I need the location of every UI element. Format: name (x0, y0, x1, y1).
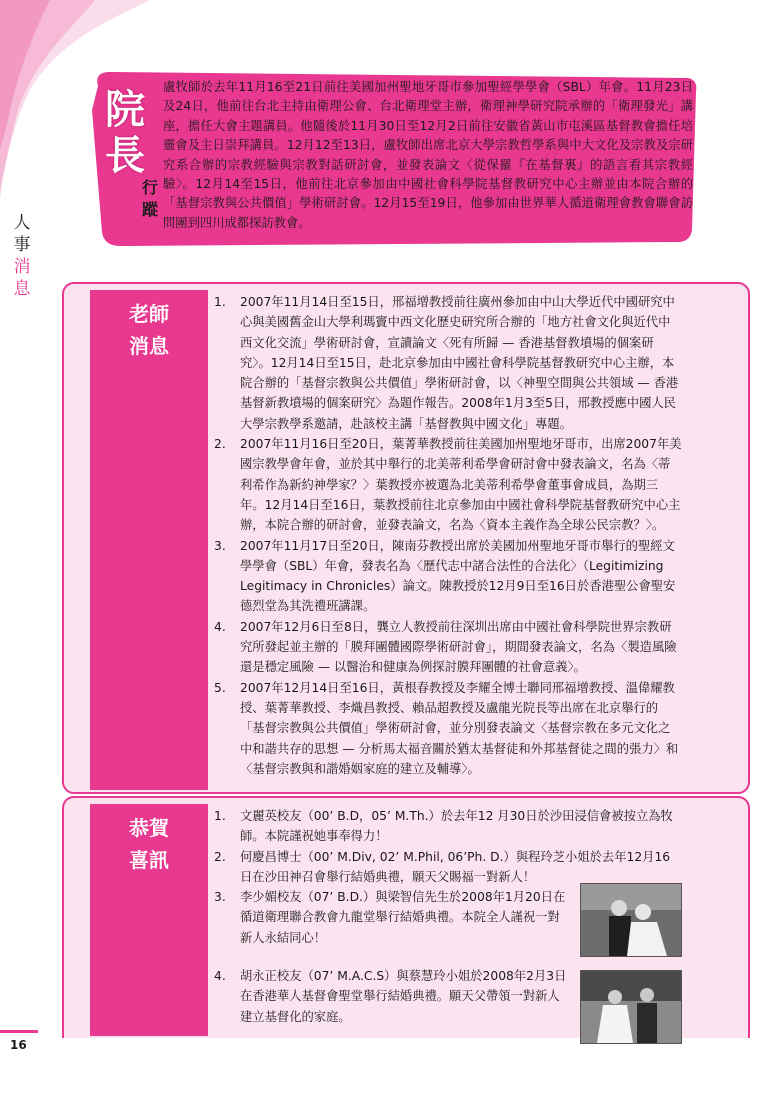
congrats-tab-line: 喜訊 (129, 848, 169, 872)
list-item: 4. 2007年12月6日至8日，龔立人教授前往深圳出席由中國社會科學院世界宗教研究所發起並主辦的「膜拜團體國際學術研討會」，期間發表論文，名為〈製造風險還是穩定風險 — 以醫治和健康為例探討膜拜團體的社會意義〉。 (214, 619, 677, 675)
director-subtitle-char: 蹤 (142, 200, 159, 219)
side-label-char: 消 (13, 257, 31, 277)
page-number-bar (0, 1030, 38, 1033)
list-item: 3. 李少媚校友（07’ B.D.）與梁智信先生於2008年1月20日在循道衛理聯合教會九龍堂舉行結婚典禮。本院全人謹祝一對新人永結同心！ (214, 890, 566, 945)
faculty-tab-line: 消息 (129, 334, 169, 358)
faculty-news-tab (90, 290, 208, 372)
list-item-text: 2007年11月16日至20日，葉菁華教授前往美國加州聖地牙哥市，出席2007年美國宗教學會年會，並於其中舉行的北美蒂利希學會研討會中發表論文，名為〈蒂利希作為新約神學家？〉葉教授亦被選為北美蒂利希學會董事會成員，為期三年。12月14日至16日，葉教授前往北京參加由中國社會科學院基督教研究中心主辦，本院合辦的研討會，並發表論文，名為〈資本主義作為全球公民宗教？〉。 (240, 437, 682, 533)
side-label-char: 事 (13, 235, 31, 255)
list-item: 1. 2007年11月14日至15日，邢福增教授前往廣州參加由中山大學近代中國研究中心與美國舊金山大學利瑪竇中西文化歷史研究所合辦的「地方社會文化與近代中西文化交流」學術研討會，宣讀論文〈死有所歸 — 香港基督教墳場的個案研究〉。12月14日至15日，赴北京參加由中國社會科學院基督教研究中心主辦，本院合辦的「基督宗教與公共價值」學術研討會，以〈神聖空間與公共領域 — 香港基督新教墳場的個案研究〉為題作報告。2008年1月3至5日，邢教授應中國人民大學宗教學系邀請，赴該校主講「基督教與中國文化」專題。 (214, 295, 679, 431)
list-item-text: 2007年11月14日至15日，邢福增教授前往廣州參加由中山大學近代中國研究中心與美國舊金山大學利瑪竇中西文化歷史研究所合辦的「地方社會文化與近代中西文化交流」學術研討會，宣讀論文〈死有所歸 — 香港基督教墳場的個案研究〉。12月14日至15日，赴北京參加由中國社會科學院基督教研究中心主辦，本院合辦的「基督宗教與公共價值」學術研討會，以〈神聖空間與公共領域 — 香港基督新教墳場的個案研究〉為題作報告。2008年1月3至5日，邢教授應中國人民大學宗教學系邀請，赴該校主講「基督教與中國文化」專題。 (240, 295, 679, 431)
list-item: 5. 2007年12月14日至16日，黃根春教授及李耀全博士聯同邢福增教授、溫偉耀教授、葉菁華教授、李熾昌教授、賴品超教授及盧龍光院長等出席在北京舉行的「基督宗教與公共價值」學術研討會，並分別發表論文〈基督宗教在多元文化之中和諧共存的思想 — 分析馬太福音關於猶太基督徒和外邦基督徒之間的張力〉和〈基督宗教與和諧婚姻家庭的建立及輔導〉。 (214, 680, 679, 776)
list-item-text: 2007年12月14日至16日，黃根春教授及李耀全博士聯同邢福增教授、溫偉耀教授、葉菁華教授、李熾昌教授、賴品超教授及盧龍光院長等出席在北京舉行的「基督宗教與公共價值」學術研討會，並分別發表論文〈基督宗教在多元文化之中和諧共存的思想 — 分析馬太福音關於猶太基督徒和外邦基督徒之間的張力〉和〈基督宗教與和諧婚姻家庭的建立及輔導〉。 (240, 680, 679, 776)
list-item: 1. 文麗英校友（00’ B.D，05’ M.Th.）於去年12 月30日於沙田浸信會被按立為牧師。本院謹祝她事奉得力！ (214, 809, 673, 844)
congrats-tab-line: 恭賀 (129, 816, 169, 840)
side-label-char: 人 (13, 213, 31, 233)
wedding-photo-2 (580, 970, 682, 1044)
faculty-tab-line: 老師 (129, 302, 169, 326)
director-subtitle-char: 行 (142, 178, 159, 197)
wedding-photo-1 (580, 883, 682, 957)
congrats-tab (90, 804, 208, 886)
director-news-text: 盧牧師於去年11月16至21日前往美國加州聖地牙哥市參加聖經學學會（SBL）年會。11月23日及24日，他前往台北主持由衛理公會、台北衛理堂主辦，衛理神學研究院承辦的「衛理發光」講座，擔任大會主題講員。他隨後於11月30日至12月2日前往安徽省黃山市屯溪區基督教會擔任培靈會及主日崇拜講員。12月12至13日，盧牧師出席北京大學宗教哲學系與中大文化及宗教及宗研究系合辦的宗教經驗與宗教對話研討會，並發表論文〈從保羅『在基督裏』的語言看其宗教經驗〉。12月14至15日，他前往北京參加由中國社會科學院基督教研究中心主辦並由本院合辦的「基督宗教與公共價值」學術研討會。12月15至19日，他參加由世界華人循道衛理會教會聯會訪問團到四川成都探訪教會。 (163, 80, 693, 230)
list-item: 4. 胡永正校友（07’ M.A.C.S）與蔡慧玲小姐於2008年2月3日在香港華人基督會聖堂舉行結婚典禮。願天父帶領一對新人建立基督化的家庭。 (214, 969, 567, 1024)
director-title-char: 長 (105, 132, 145, 179)
list-item: 2. 2007年11月16日至20日，葉菁華教授前往美國加州聖地牙哥市，出席2007年美國宗教學會年會，並於其中舉行的北美蒂利希學會研討會中發表論文，名為〈蒂利希作為新約神學家？〉葉教授亦被選為北美蒂利希學會董事會成員，為期三年。12月14日至16日，葉教授前往北京參加由中國社會科學院基督教研究中心主辦，本院合辦的研討會，並發表論文，名為〈資本主義作為全球公民宗教？〉。 (214, 437, 682, 533)
section-side-label (12, 212, 32, 300)
list-item-text: 何慶昌博士（00’ M.Div, 02’ M.Phil, 06’Ph. D.）與程玲芝小姐於去年12月16日在沙田神召會舉行結婚典禮，願天父賜福一對新人！ (240, 849, 671, 884)
list-item-text: 李少媚校友（07’ B.D.）與梁智信先生於2008年1月20日在循道衛理聯合教會九龍堂舉行結婚典禮。本院全人謹祝一對新人永結同心！ (240, 890, 566, 945)
list-item-text: 胡永正校友（07’ M.A.C.S）與蔡慧玲小姐於2008年2月3日在香港華人基督會聖堂舉行結婚典禮。願天父帶領一對新人建立基督化的家庭。 (240, 969, 567, 1024)
faculty-tab-stripe (90, 372, 208, 790)
list-item: 2. 何慶昌博士（00’ M.Div, 02’ M.Phil, 06’Ph. D.）與程玲芝小姐於去年12月16日在沙田神召會舉行結婚典禮，願天父賜福一對新人！ (214, 849, 671, 884)
side-label-char: 息 (13, 279, 31, 299)
list-item-text: 文麗英校友（00’ B.D，05’ M.Th.）於去年12 月30日於沙田浸信會被按立為牧師。本院謹祝她事奉得力！ (240, 809, 673, 844)
list-item: 3. 2007年11月17日至20日，陳南芬教授出席於美國加州聖地牙哥市舉行的聖經文學學會（SBL）年會，發表名為〈歷代志中諸合法性的合法化〉（Legitimizing Legitimacy in Chronicles）論文。陳教授於12月9日至16日於香港聖公會聖安德烈堂為其洗禮班講課。 (214, 538, 676, 614)
congrats-tab-stripe (90, 886, 208, 1036)
faculty-news-list (214, 292, 682, 779)
director-title-char: 院 (105, 86, 145, 133)
list-item-text: 2007年12月6日至8日，龔立人教授前往深圳出席由中國社會科學院世界宗教研究所發起並主辦的「膜拜團體國際學術研討會」，期間發表論文，名為〈製造風險還是穩定風險 — 以醫治和健康為例探討膜拜團體的社會意義〉。 (240, 619, 677, 675)
list-item-text: 2007年11月17日至20日，陳南芬教授出席於美國加州聖地牙哥市舉行的聖經文學學會（SBL）年會，發表名為〈歷代志中諸合法性的合法化〉（Legitimizing Legitimacy in Chronicles）論文。陳教授於12月9日至16日於香港聖公會聖安德烈堂為其洗禮班講課。 (240, 538, 676, 614)
page-number: 16 (10, 1038, 27, 1052)
